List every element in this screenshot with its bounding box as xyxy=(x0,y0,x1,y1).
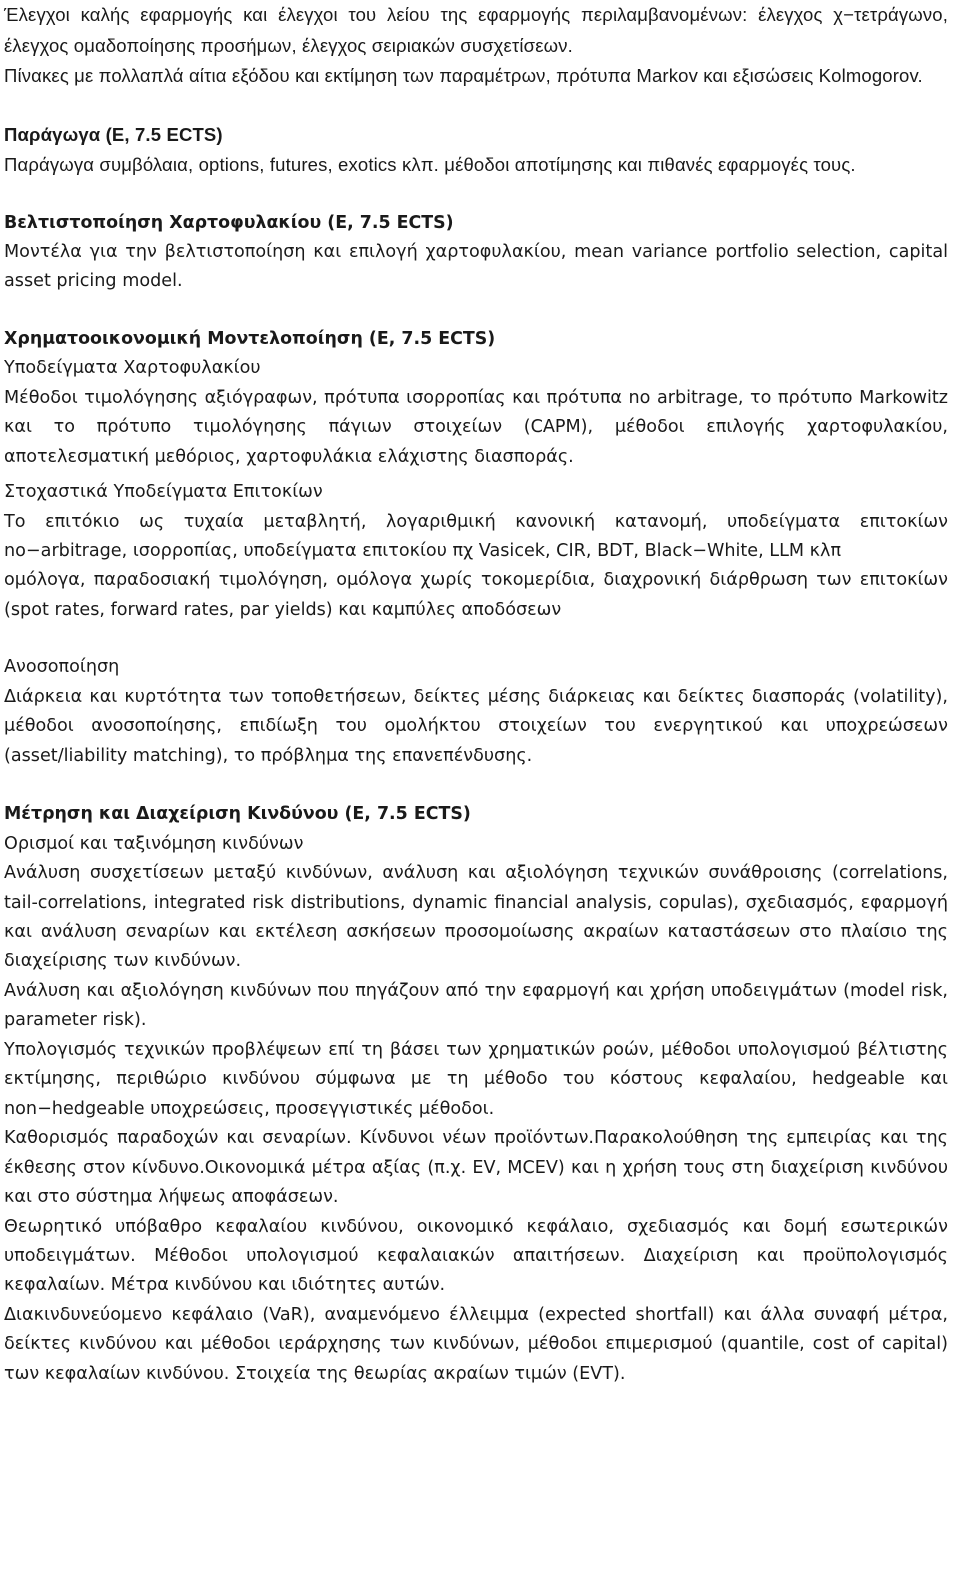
section-title-portfolio: Βελτιστοποίηση Χαρτοφυλακίου (Ε, 7.5 ECTS) xyxy=(4,212,454,233)
intro-goodness-of-fit: Έλεγχοι καλής εφαρμογής και έλεγχοι του λείου της εφαρμογής περιλαμβανομένων: έλεγχος χ−τετράγωνο, έλεγχος ομαδοποίησης προσήμων, έλεγχος σειριακών συσχετίσεων. xyxy=(4,4,948,56)
section-title-derivatives: Παράγωγα (E, 7.5 ECTS) xyxy=(4,123,223,145)
subsection-body-immunization: Διάρκεια και κυρτότητα των τοποθετήσεων, δείκτες μέσης διάρκειας και δείκτες διασποράς (volatility), μέθοδοι ανοσοποίησης, επιδίωξη του ομολήκτου στοιχείων του ενεργητικού και υποχρεώσεων (asset/liability matching), το πρόβλημα της επανεπένδυσης. xyxy=(4,686,948,766)
risk-paragraph-technical-provisions: Υπολογισμός τεχνικών προβλέψεων επί τη βάσει των χρηματικών ροών, μέθοδοι υπολογισμού βέλτιστης εκτίμησης, περιθώριο κινδύνου σύμφωνα με τη μέθοδο του κόστους κεφαλαίου, hedgeable και non−hedgeable υποχρεώσεις, προσεγγιστικές μέθοδοι. xyxy=(4,1039,948,1119)
section-title-financial-modeling: Χρηματοοικονομική Μοντελοποίηση (Ε, 7.5 ECTS) xyxy=(4,328,496,349)
subsection-title-interest-rate-models: Στοχαστικά Υποδείγματα Επιτοκίων xyxy=(4,482,323,503)
subsection-body-interest-rate-models: Το επιτόκιο ως τυχαία μεταβλητή, λογαριθμική κανονική κατανομή, υποδείγματα επιτοκίων no−arbitrage, ισορροπίας, υποδείγματα επιτοκίου πχ Vasicek, CIR, BDT, Black−White, LLM κλπ xyxy=(4,511,948,562)
section-title-risk: Μέτρηση και Διαχείριση Κινδύνου (Ε, 7.5 ECTS) xyxy=(4,804,471,825)
section-body-derivatives: Παράγωγα συμβόλαια, options, futures, exotics κλπ. μέθοδοι αποτίμησης και πιθανές εφαρμογές τους. xyxy=(4,154,856,175)
subsection-body-bonds: ομόλογα, παραδοσιακή τιμολόγηση, ομόλογα χωρίς τοκομερίδια, διαχρονική διάρθρωση των επιτοκίων (spot rates, forward rates, par yields) και καμπύλες αποδόσεων xyxy=(4,570,948,620)
document-page xyxy=(4,0,948,1389)
risk-paragraph-definitions: Ορισμοί και ταξινόμηση κινδύνων xyxy=(4,833,304,854)
risk-paragraph-capital: Θεωρητικό υπόβαθρο κεφαλαίου κινδύνου, οικονομικό κεφάλαιο, σχεδιασμός και δομή εσωτερικών υποδειγμάτων. Μέθοδοι υπολογισμού κεφαλαιακών απαιτήσεων. Διαχείριση και προϋπολογισμός κεφαλαίων. Μέτρα κινδύνου και ιδιότητες αυτών. xyxy=(4,1216,948,1296)
section-body-portfolio: Μοντέλα για την βελτιστοποίηση και επιλογή χαρτοφυλακίου, mean variance portfolio selection, capital asset pricing model. xyxy=(4,241,948,292)
risk-paragraph-var: Διακινδυνεύομενο κεφάλαιο (VaR), αναμενόμενο έλλειμμα (expected shortfall) και άλλα συναφή μέτρα, δείκτες κινδύνου και μέθοδοι ιεράρχησης των κινδύνων, μέθοδοι επιμερισμού (quantile, cost of capital) των κεφαλαίων κινδύνου. Στοιχεία της θεωρίας ακραίων τιμών (EVT). xyxy=(4,1304,948,1384)
risk-paragraph-assumptions: Καθορισμός παραδοχών και σεναρίων. Κίνδυνοι νέων προϊόντων.Παρακολούθηση της εμπειρίας και της έκθεσης στον κίνδυνο.Οικονομικά μέτρα αξίας (π.χ. EV, MCEV) και η χρήση τους στη διαχείριση κινδύνου και στο σύστημα λήψεως αποφάσεων. xyxy=(4,1128,948,1208)
subsection-body-portfolio-models: Μέθοδοι τιμολόγησης αξιόγραφων, πρότυπα ισορροπίας και πρότυπα no arbitrage, το πρότυπο Markowitz και το πρότυπο τιμολόγησης πάγιων στοιχείων (CAPM), μέθοδοι επιλογής χαρτοφυλακίου, αποτελεσματική μεθόριος, χαρτοφυλάκια ελάχιστης διασποράς. xyxy=(4,387,948,467)
risk-paragraph-model-risk: Ανάλυση και αξιολόγηση κινδύνων που πηγάζουν από την εφαρμογή και χρήση υποδειγμάτων (model risk, parameter risk). xyxy=(4,980,948,1031)
risk-paragraph-correlations: Ανάλυση συσχετίσεων μεταξύ κινδύνων, ανάλυση και αξιολόγηση τεχνικών συνάθροισης (correlations, tail-correlations, integrated risk distributions, dynamic financial analysis, copulas), σχεδιασμός, εφαρμογή και ανάλυση σεναρίων και εκτέλεση ασκήσεων προσομοίωσης ακραίων καταστάσεων στο πλαίσιο της διαχείρισης των κινδύνων. xyxy=(4,863,948,972)
intro-markov: Πίνακες με πολλαπλά αίτια εξόδου και εκτίμηση των παραμέτρων, πρότυπα Markov και εξισώσεις Kolmogorov. xyxy=(4,65,923,86)
subsection-title-portfolio-models: Υποδείγματα Χαρτοφυλακίου xyxy=(4,358,261,379)
subsection-title-immunization: Ανοσοποίηση xyxy=(4,657,120,678)
